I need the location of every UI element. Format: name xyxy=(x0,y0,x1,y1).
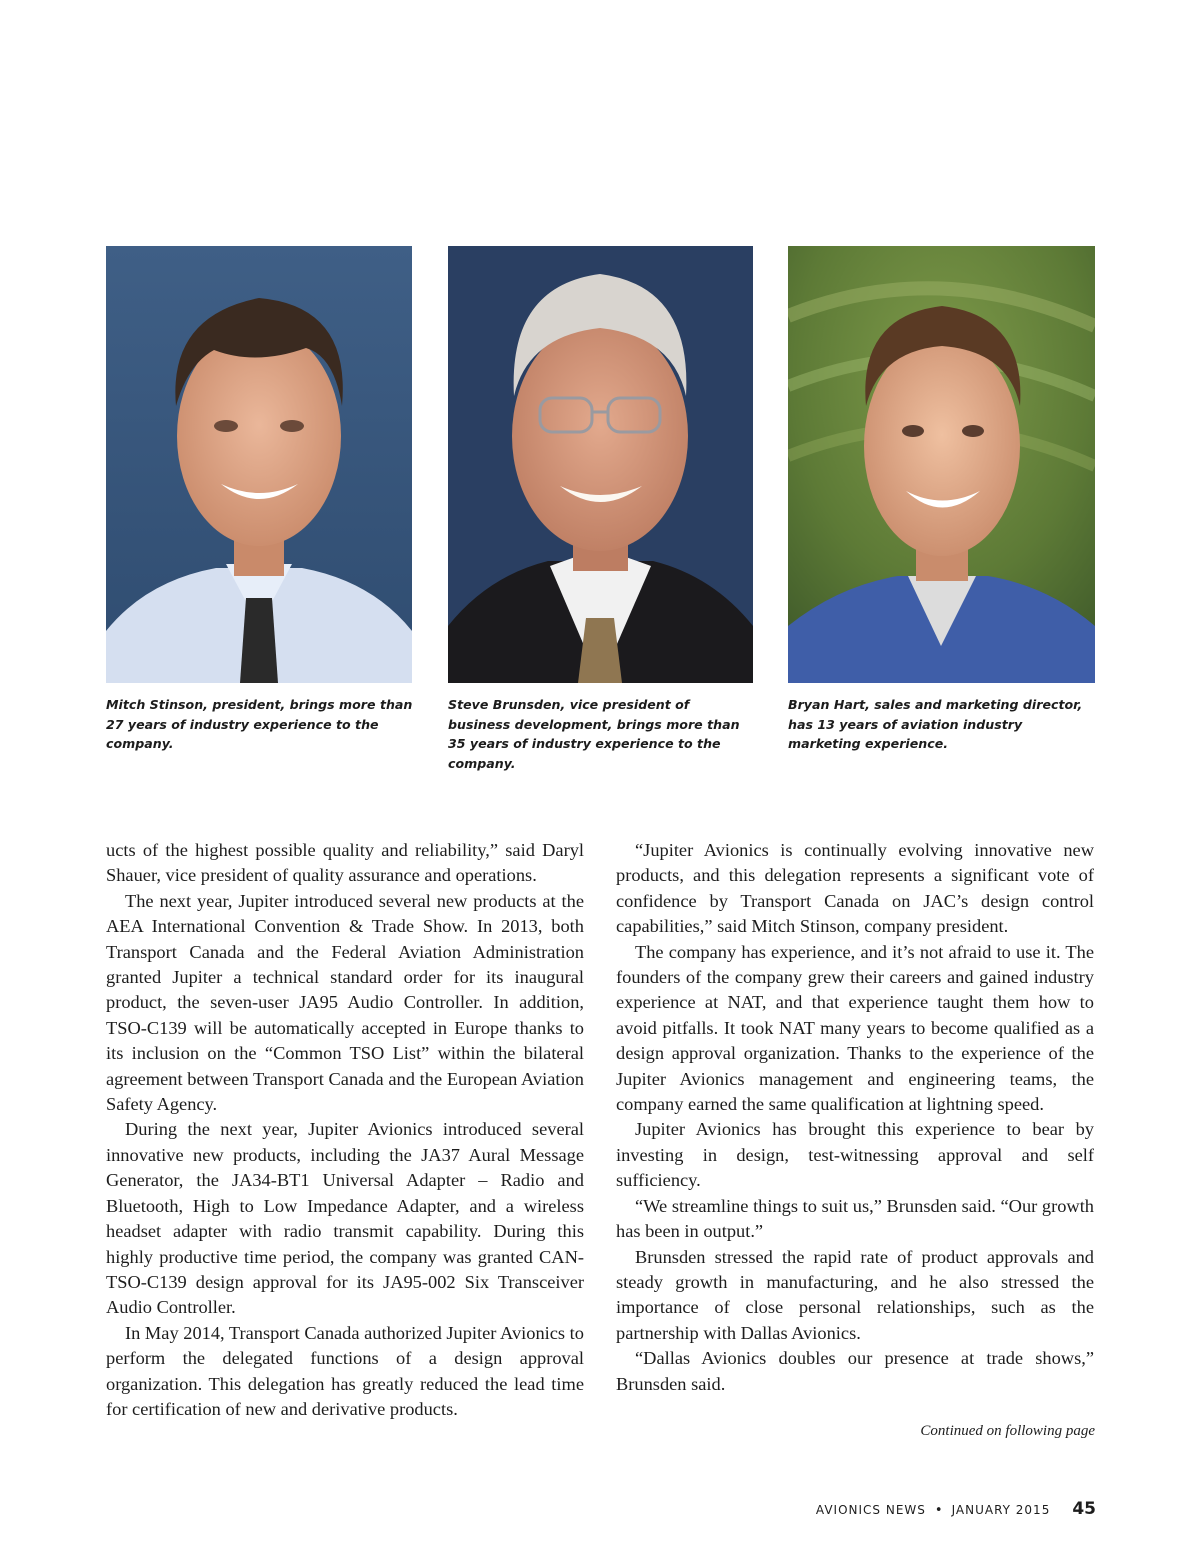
photo-caption: Steve Brunsden, vice president of business development, brings more than 35 years of industry experience to the company. xyxy=(448,697,740,771)
page-footer xyxy=(816,1499,1096,1519)
body-paragraph: The next year, Jupiter introduced several new products at the AEA International Convention & Trade Show. In 2013, both Transport Canada and the Federal Aviation Administration granted Jupiter a technical standard order for its inaugural product, the seven-user JA95 Audio Controller. In addition, TSO-C139 will be automatically accepted in Europe thanks to its inclusion on the “Common TSO List” within the bilateral agreement between Transport Canada and the European Aviation Safety Agency. xyxy=(106,890,584,1115)
body-paragraph: In May 2014, Transport Canada authorized Jupiter Avionics to perform the delegated functions of a design approval organization. This delegation has greatly reduced the lead time for certification of new and derivative products. xyxy=(106,1322,584,1419)
portrait-photo-steve-brunsden xyxy=(448,246,753,683)
body-paragraph: “Jupiter Avionics is continually evolving innovative new products, and this delegation represents a significant vote of confidence by Transport Canada on JAC’s design control capabilities,” said Mitch Stinson, company president. xyxy=(616,840,1094,937)
article-column-left xyxy=(106,838,584,1422)
body-paragraph: During the next year, Jupiter Avionics introduced several innovative new products, including the JA37 Aural Message Generator, the JA34-BT1 Universal Adapter – Radio and Bluetooth, High to Low Impedance Adapter, and a wireless headset adapter with radio transmit capability. During this highly productive time period, the company was granted CAN-TSO-C139 design approval for its JA95-002 Six Transceiver Audio Controller. xyxy=(106,1119,584,1318)
issue-date: JANUARY 2015 xyxy=(951,1503,1051,1517)
footer-separator: • xyxy=(934,1503,943,1518)
photo-caption: Bryan Hart, sales and marketing director, has 13 years of aviation industry marketing experience. xyxy=(788,697,1083,751)
portrait-photo-mitch-stinson xyxy=(106,246,412,683)
publication-name: AVIONICS NEWS xyxy=(815,1503,926,1517)
body-paragraph: The company has experience, and it’s not afraid to use it. The founders of the company grew their careers and gained industry experience at NAT, and that experience taught them how to avoid pitfalls. It took NAT many years to become qualified as a design approval organization. Thanks to the experience of the Jupiter Avionics management and engineering teams, the company earned the same qualification at lightning speed. xyxy=(616,941,1094,1115)
body-paragraph: ucts of the highest possible quality and reliability,” said Daryl Shauer, vice president of quality assurance and operations. xyxy=(106,840,584,886)
body-paragraph: Jupiter Avionics has brought this experience to bear by investing in design, test-witnessing approval and self sufficiency. xyxy=(616,1119,1094,1191)
body-paragraph: Brunsden stressed the rapid rate of product approvals and steady growth in manufacturing, and he also stressed the importance of close personal relationships, such as the partnership with Dallas Avionics. xyxy=(616,1246,1094,1343)
continued-note: Continued on following page xyxy=(920,1423,1095,1439)
portrait-image xyxy=(448,246,753,683)
portrait-image xyxy=(106,246,412,683)
photo-caption: Mitch Stinson, president, brings more than 27 years of industry experience to the company. xyxy=(106,697,413,751)
page-number: 45 xyxy=(1072,1499,1096,1519)
portrait-photo-bryan-hart xyxy=(788,246,1095,683)
portrait-image xyxy=(788,246,1095,683)
article-column-right xyxy=(616,838,1094,1397)
body-paragraph: “Dallas Avionics doubles our presence at trade shows,” Brunsden said. xyxy=(616,1348,1094,1394)
body-paragraph: “We streamline things to suit us,” Brunsden said. “Our growth has been in output.” xyxy=(616,1195,1094,1242)
